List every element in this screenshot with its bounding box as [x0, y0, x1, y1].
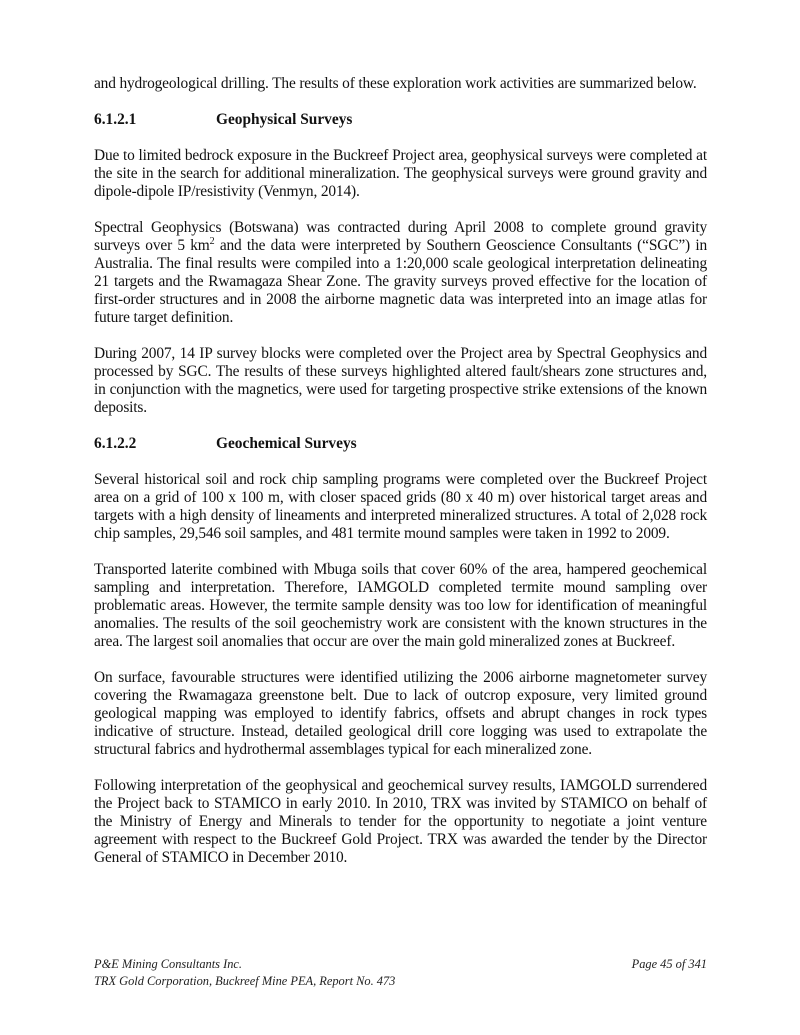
- section-heading-geochemical-surveys: [94, 435, 707, 453]
- footer-company: P&E Mining Consultants Inc.: [94, 957, 242, 971]
- paragraph: On surface, favourable structures were identified utilizing the 2006 airborne magnetometer survey covering the Rwamagaza greenstone belt. Due to lack of outcrop exposure, very limited ground geological mapping was employed to identify fabrics, offsets and abrupt changes in rock types indicative of structure. Instead, detailed geological drill core logging was used to extrapolate the structural fabrics and hydrothermal assemblages typical for each mineralized zone.: [94, 669, 707, 758]
- page-footer: [94, 956, 707, 990]
- section-title: Geophysical Surveys: [216, 111, 353, 128]
- section-number: 6.1.2.2: [94, 435, 137, 452]
- paragraph-text: Spectral Geophysics (Botswana) was contracted during April 2008 to complete ground gravity surveys over 5 km: [94, 219, 707, 254]
- paragraph: Following interpretation of the geophysical and geochemical survey results, IAMGOLD surrendered the Project back to STAMICO in early 2010. In 2010, TRX was invited by STAMICO on behalf of the Ministry of Energy and Minerals to tender for the opportunity to negotiate a joint venture agreement with respect to the Buckreef Gold Project. TRX was awarded the tender by the Director General of STAMICO in December 2010.: [94, 777, 707, 866]
- footer-report: TRX Gold Corporation, Buckreef Mine PEA, Report No. 473: [94, 974, 396, 988]
- section-number: 6.1.2.1: [94, 111, 137, 128]
- section-title: Geochemical Surveys: [216, 435, 357, 452]
- footer-page-number: Page 45 of 341: [631, 957, 707, 971]
- intro-paragraph: and hydrogeological drilling. The results of these exploration work activities are summarized below.: [94, 75, 697, 92]
- paragraph: Several historical soil and rock chip sampling programs were completed over the Buckreef Project area on a grid of 100 x 100 m, with closer spaced grids (80 x 40 m) over historical target areas and targets with a high density of lineaments and interpreted mineralized structures. A total of 2,028 rock chip samples, 29,546 soil samples, and 481 termite mound samples were taken in 1992 to 2009.: [94, 471, 707, 542]
- superscript: 2: [209, 236, 215, 247]
- paragraph: Transported laterite combined with Mbuga soils that cover 60% of the area, hampered geochemical sampling and interpretation. Therefore, IAMGOLD completed termite mound sampling over problematic areas. However, the termite sample density was too low for identification of meaningful anomalies. The results of the soil geochemistry work are consistent with the known structures in the area. The largest soil anomalies that occur are over the main gold mineralized zones at Buckreef.: [94, 561, 707, 650]
- document-body: [94, 75, 707, 867]
- section-heading-geophysical-surveys: [94, 111, 707, 129]
- paragraph: [94, 219, 707, 327]
- paragraph: Due to limited bedrock exposure in the Buckreef Project area, geophysical surveys were completed at the site in the search for additional mineralization. The geophysical surveys were ground gravity and dipole-dipole IP/resistivity (Venmyn, 2014).: [94, 147, 707, 200]
- paragraph: During 2007, 14 IP survey blocks were completed over the Project area by Spectral Geophysics and processed by SGC. The results of these surveys highlighted altered fault/shears zone structures and, in conjunction with the magnetics, were used for targeting prospective strike extensions of the known deposits.: [94, 345, 707, 416]
- paragraph-text: and the data were interpreted by Southern Geoscience Consultants (“SGC”) in Australia. The final results were compiled into a 1:20,000 scale geological interpretation delineating 21 targets and the Rwamagaza Shear Zone. The gravity surveys proved effective for the location of first-order structures and in 2008 the airborne magnetic data was interpreted into an image atlas for future target definition.: [94, 237, 707, 326]
